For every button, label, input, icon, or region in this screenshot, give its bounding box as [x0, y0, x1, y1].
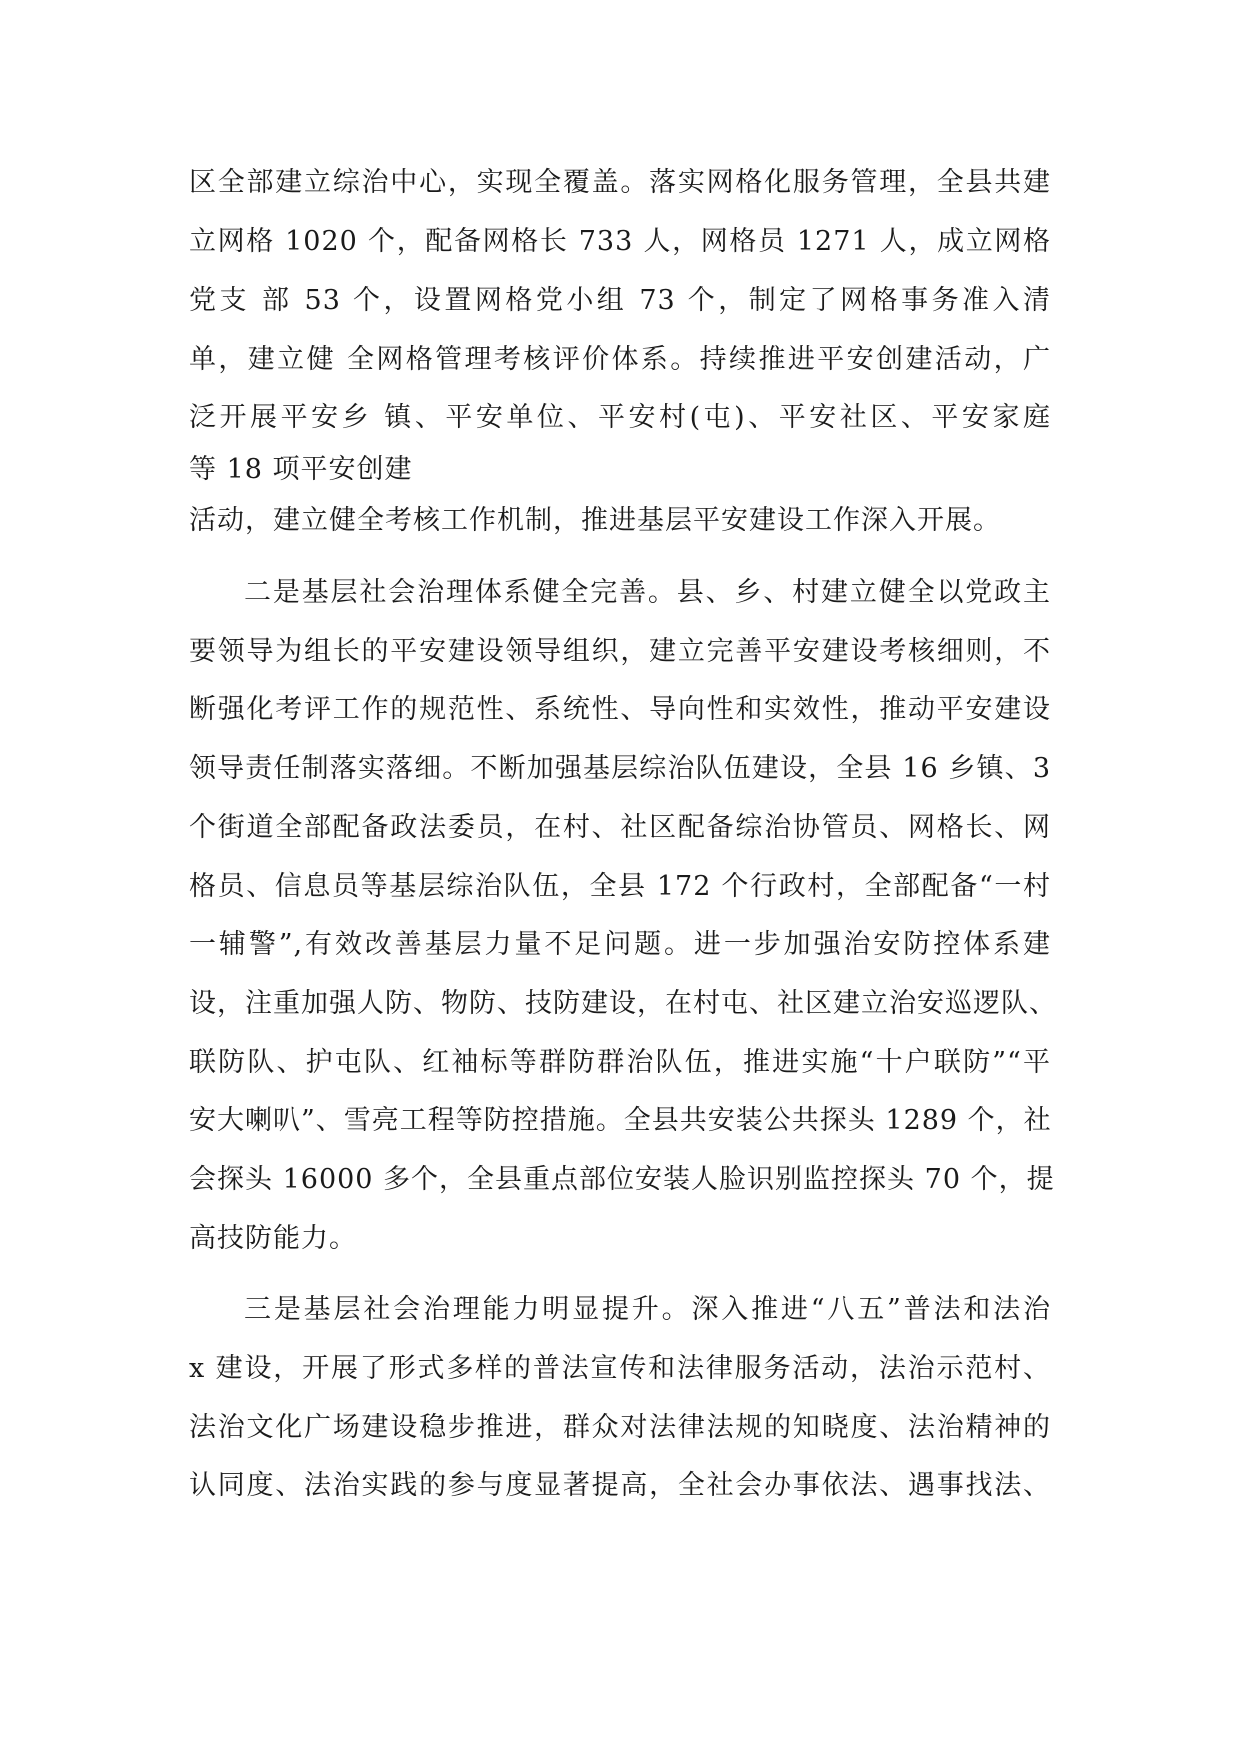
- paragraph-line: 格员、信息员等基层综治队伍，全县 172 个行政村，全部配备“一村: [189, 871, 1051, 902]
- paragraph-line: 认同度、法治实践的参与度显著提高，全社会办事依法、遇事找法、: [189, 1470, 1051, 1501]
- paragraph-line: 单，建立健 全网格管理考核评价体系。持续推进平安创建活动，广: [189, 344, 1051, 375]
- paragraph-line: 等 18 项平安创建: [189, 454, 413, 485]
- paragraph-line: x 建设，开展了形式多样的普法宣传和法律服务活动，法治示范村、: [189, 1353, 1051, 1384]
- paragraph-line: 安大喇叭”、雪亮工程等防控措施。全县共安装公共探头 1289 个，社: [189, 1105, 1052, 1136]
- paragraph-line: 个街道全部配备政法委员，在村、社区配备综治协管员、网格长、网: [189, 812, 1051, 843]
- paragraph-line: 活动，建立健全考核工作机制，推进基层平安建设工作深入开展。: [189, 505, 1001, 536]
- paragraph-line: 泛开展平安乡 镇、平安单位、平安村(屯)、平安社区、平安家庭: [189, 402, 1051, 433]
- paragraph-line: 二是基层社会治理体系健全完善。县、乡、村建立健全以党政主: [244, 577, 1051, 608]
- paragraph-line: 设，注重加强人防、物防、技防建设，在村屯、社区建立治安巡逻队、: [189, 988, 1057, 1019]
- paragraph-line: 区全部建立综治中心，实现全覆盖。落实网格化服务管理，全县共建: [189, 167, 1051, 198]
- paragraph-line: 党支 部 53 个，设置网格党小组 73 个，制定了网格事务准入清: [189, 285, 1051, 316]
- paragraph-line: 会探头 16000 多个，全县重点部位安装人脸识别监控探头 70 个，提: [189, 1164, 1055, 1195]
- paragraph-line: 断强化考评工作的规范性、系统性、导向性和实效性，推动平安建设: [189, 694, 1051, 725]
- paragraph-line: 高技防能力。: [189, 1223, 357, 1254]
- paragraph-line: 三是基层社会治理能力明显提升。深入推进“八五”普法和法治: [244, 1294, 1051, 1325]
- paragraph-line: 一辅警”,有效改善基层力量不足问题。进一步加强治安防控体系建: [189, 929, 1051, 960]
- paragraph-line: 法治文化广场建设稳步推进，群众对法律法规的知晓度、法治精神的: [189, 1412, 1051, 1443]
- paragraph-line: 联防队、护屯队、红袖标等群防群治队伍，推进实施“十户联防”“平: [189, 1047, 1051, 1078]
- paragraph-line: 领导责任制落实落细。不断加强基层综治队伍建设，全县 16 乡镇、3: [189, 753, 1051, 784]
- paragraph-line: 立网格 1020 个，配备网格长 733 人，网格员 1271 人，成立网格: [189, 226, 1051, 257]
- paragraph-line: 要领导为组长的平安建设领导组织，建立完善平安建设考核细则，不: [189, 636, 1051, 667]
